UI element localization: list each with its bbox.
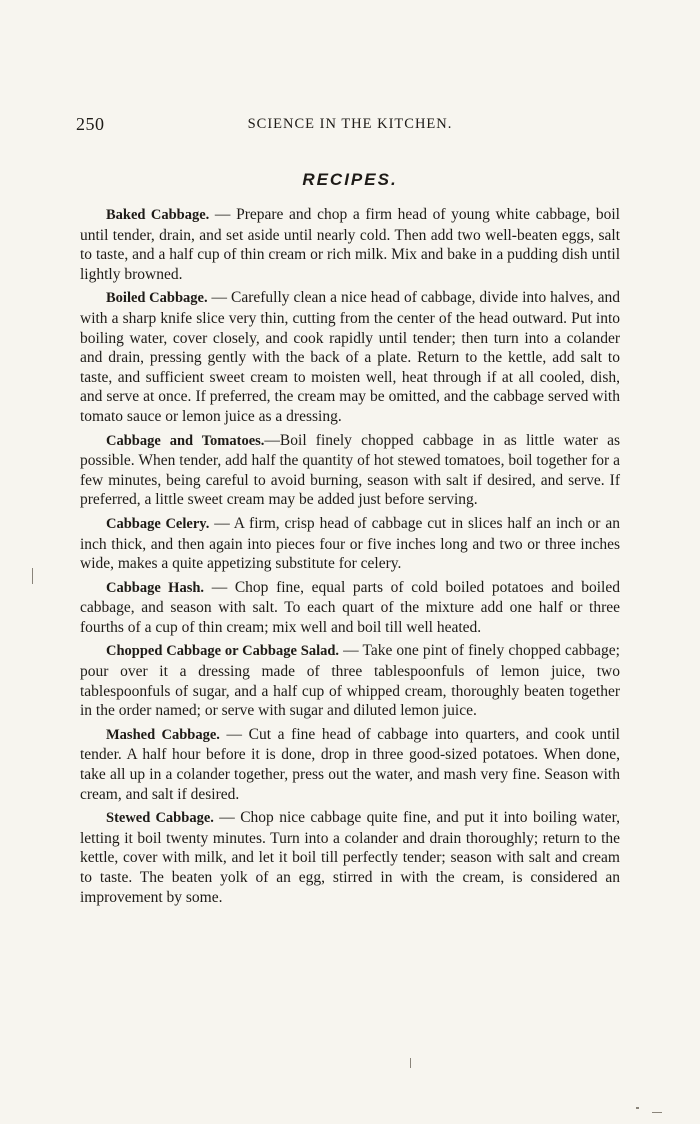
recipe-text: — Take one pint of finely chopped cabbage; pour over it a dressing made of three tablespoonfuls of lemon juice, two tablespoonfuls of sugar, and a half cup of whipped cream, thoroughly beaten together in the order named; or serve with sugar and diluted lemon juice.	[80, 642, 620, 720]
recipe-stewed-cabbage	[80, 808, 620, 907]
recipe-list	[80, 205, 620, 911]
recipe-mashed-cabbage	[80, 725, 620, 804]
recipe-chopped-cabbage	[80, 641, 620, 720]
recipe-cabbage-hash	[80, 578, 620, 638]
recipe-text: —Boil finely chopped cabbage in as little water as possible. When tender, add half the quantity of hot stewed tomatoes, boil together for a few minutes, being careful to avoid burning, season with salt if desired, and serve. If preferred, a little sweet cream may be added just before serving.	[80, 431, 620, 509]
recipe-name: Stewed Cabbage.	[106, 810, 214, 827]
recipe-name: Mashed Cabbage.	[106, 726, 220, 743]
section-title: RECIPES.	[302, 170, 398, 189]
recipe-text: — Carefully clean a nice head of cabbage, divide into halves, and with a sharp knife slice very thin, cutting from the center of the head outward. Put into boiling water, cover closely, and cook rapidly until tender; then turn into a colander and drain, pressing gently with the back of a plate. Return to the kettle, add salt to taste, and sufficient sweet cream to moisten well, heat through if at all cooled, dish, and serve at once. If preferred, the cream may be omitted, and the cabbage served with tomato sauce or lemon juice as a dressing.	[80, 289, 620, 425]
page-header	[76, 114, 624, 138]
recipe-name: Cabbage Hash.	[106, 579, 205, 596]
scan-mark	[410, 1058, 411, 1068]
recipe-baked-cabbage	[80, 205, 620, 284]
recipe-text: — Chop fine, equal parts of cold boiled potatoes and boiled cabbage, and season with salt. To each quart of the mixture add one half or three fourths of a cup of thin cream; mix well and boil till well heated.	[80, 578, 620, 636]
recipe-text: — Prepare and chop a firm head of young white cabbage, boil until tender, drain, and set aside until nearly cold. Then add two well-beaten eggs, salt to taste, and a half cup of thin cream or rich milk. Mix and bake in a pudding dish until lightly browned.	[80, 206, 620, 283]
recipe-name: Cabbage Celery.	[106, 515, 210, 532]
recipe-name: Baked Cabbage.	[106, 207, 210, 223]
recipe-name: Cabbage and Tomatoes.	[106, 432, 265, 449]
recipe-text: — Chop nice cabbage quite fine, and put it into boiling water, letting it boil twenty minutes. Turn into a colander and drain thoroughly; return to the kettle, cover with milk, and let it boil till perfectly tender; season with salt and cream to taste. The beaten yolk of an egg, stirred in with the cream, is considered an improvement by some.	[80, 809, 620, 906]
recipe-name: Boiled Cabbage.	[106, 290, 208, 307]
recipe-cabbage-and-tomatoes	[80, 431, 620, 510]
running-head: SCIENCE IN THE KITCHEN.	[247, 116, 453, 132]
page-number: 250	[76, 114, 105, 134]
recipe-text: — A firm, crisp head of cabbage cut in slices half an inch or an inch thick, and then again into pieces four or five inches long and two or three inches wide, makes a quite appetizing substitute for celery.	[80, 514, 621, 573]
recipe-cabbage-celery	[80, 514, 620, 574]
scan-mark	[652, 1112, 662, 1113]
scan-mark	[32, 568, 33, 584]
recipe-text: — Cut a fine head of cabbage into quarters, and cook until tender. A half hour before it is done, drop in three good-sized potatoes. When done, take all up in a colander together, press out the water, and mash very fine. Season with cream, and salt if desired.	[80, 725, 620, 803]
recipe-boiled-cabbage	[80, 288, 620, 426]
recipe-name: Chopped Cabbage or Cabbage Salad.	[106, 643, 340, 660]
scan-mark	[636, 1107, 639, 1109]
